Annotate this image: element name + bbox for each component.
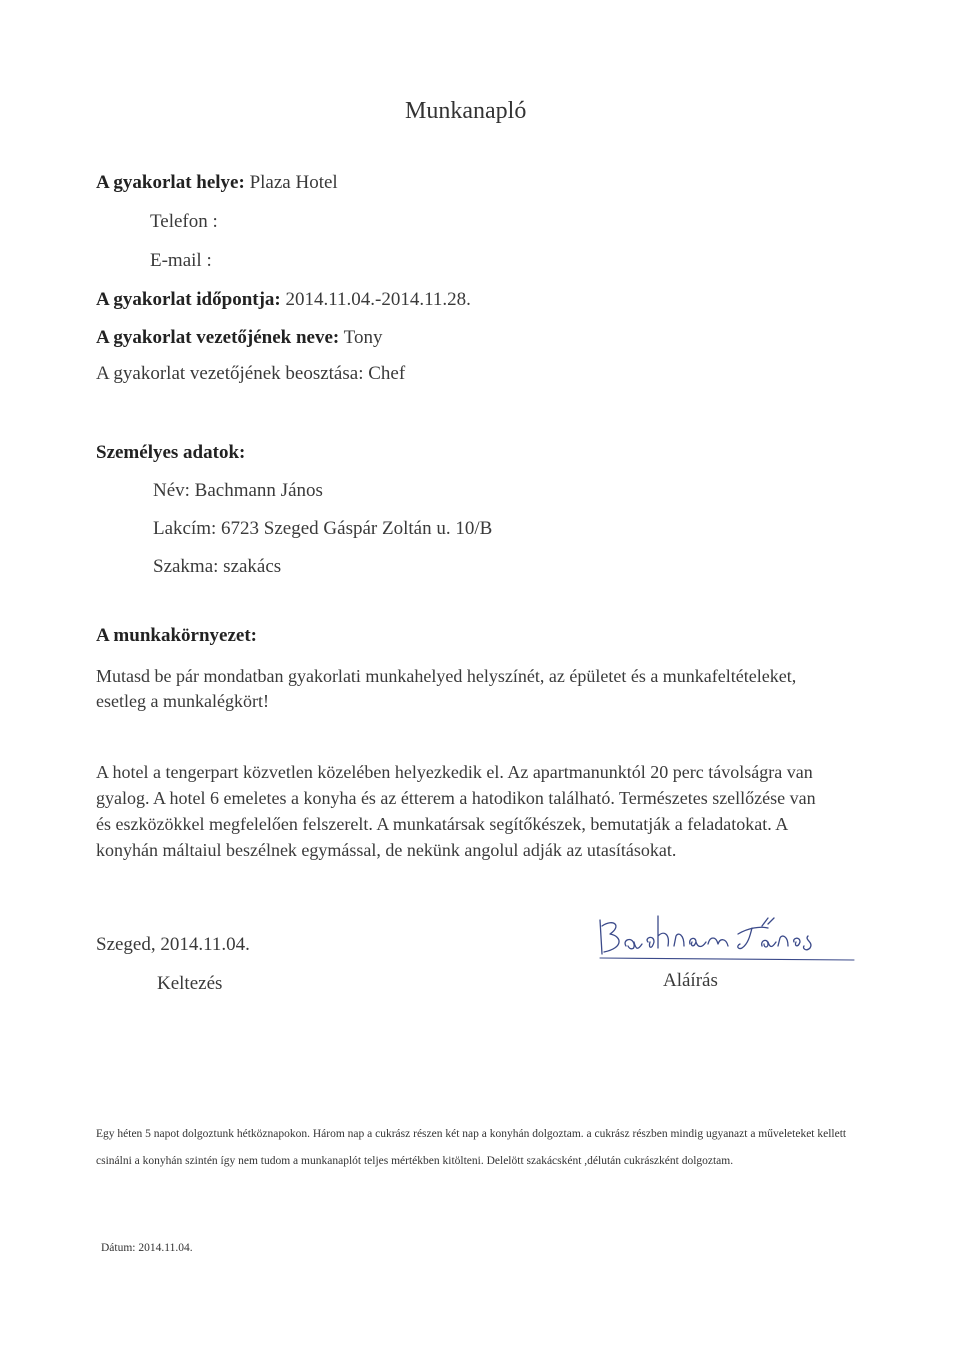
instruction-paragraph: Mutasd be pár mondatban gyakorlati munkahelyed helyszínét, az épületet és a munkafeltételeket, esetleg a munkalégkört! <box>96 666 797 711</box>
name-line: Név: Bachmann János <box>153 480 323 501</box>
footer-note: Egy héten 5 napot dolgoztunk hétköznapokon. Három nap a cukrász részen két nap a konyhán dolgoztam. a cukrász részben mindig ugyanazt a műveleteket kellett csinálni a konyhán szintén így nem tudom a munkanaplót teljes mértékben kitölteni. Delelött szakácsként ,délután cukrászként dolgoztam. <box>96 1128 847 1167</box>
place-value: Plaza Hotel <box>249 172 338 193</box>
address-line: Lakcím: 6723 Szeged Gáspár Zoltán u. 10/B <box>153 518 493 539</box>
place-label: A gyakorlat helye: <box>96 172 245 193</box>
footer-date: Dátum: 2014.11.04. <box>101 1242 193 1254</box>
dating-label: Keltezés <box>157 973 223 994</box>
email-line: E-mail : <box>150 250 212 271</box>
supervisor-value: Tony <box>343 327 383 348</box>
phone-line: Telefon : <box>150 211 218 232</box>
description-paragraph: A hotel a tengerpart közvetlen közelében helyezkedik el. Az apartmanunktól 20 perc távolságra van gyalog. A hotel 6 emeletes a konyha és az étterem a hatodikon található. Természetes szellőzése van és eszközökkel megfelelően felszerelt. A munkatársak segítőkészek, bemutatják a feladatokat. A konyhán máltaiul beszélnek egymással, de nekünk angolul adják az utasításokat. <box>96 762 816 860</box>
document-title: Munkanapló <box>405 98 527 124</box>
position-line: A gyakorlat vezetőjének beosztása: Chef <box>96 363 406 384</box>
place-row <box>96 172 338 194</box>
supervisor-row <box>96 327 382 349</box>
place-date: Szeged, 2014.11.04. <box>96 934 250 955</box>
workplace-heading: A munkakörnyezet: <box>96 625 257 646</box>
supervisor-label: A gyakorlat vezetőjének neve: <box>96 327 340 348</box>
signature <box>592 912 862 964</box>
period-value: 2014.11.04.-2014.11.28. <box>285 289 471 310</box>
period-label: A gyakorlat időpontja: <box>96 289 281 310</box>
signature-label: Aláírás <box>663 970 718 991</box>
trade-line: Szakma: szakács <box>153 556 282 577</box>
period-row <box>96 289 471 311</box>
personal-heading: Személyes adatok: <box>96 442 246 463</box>
